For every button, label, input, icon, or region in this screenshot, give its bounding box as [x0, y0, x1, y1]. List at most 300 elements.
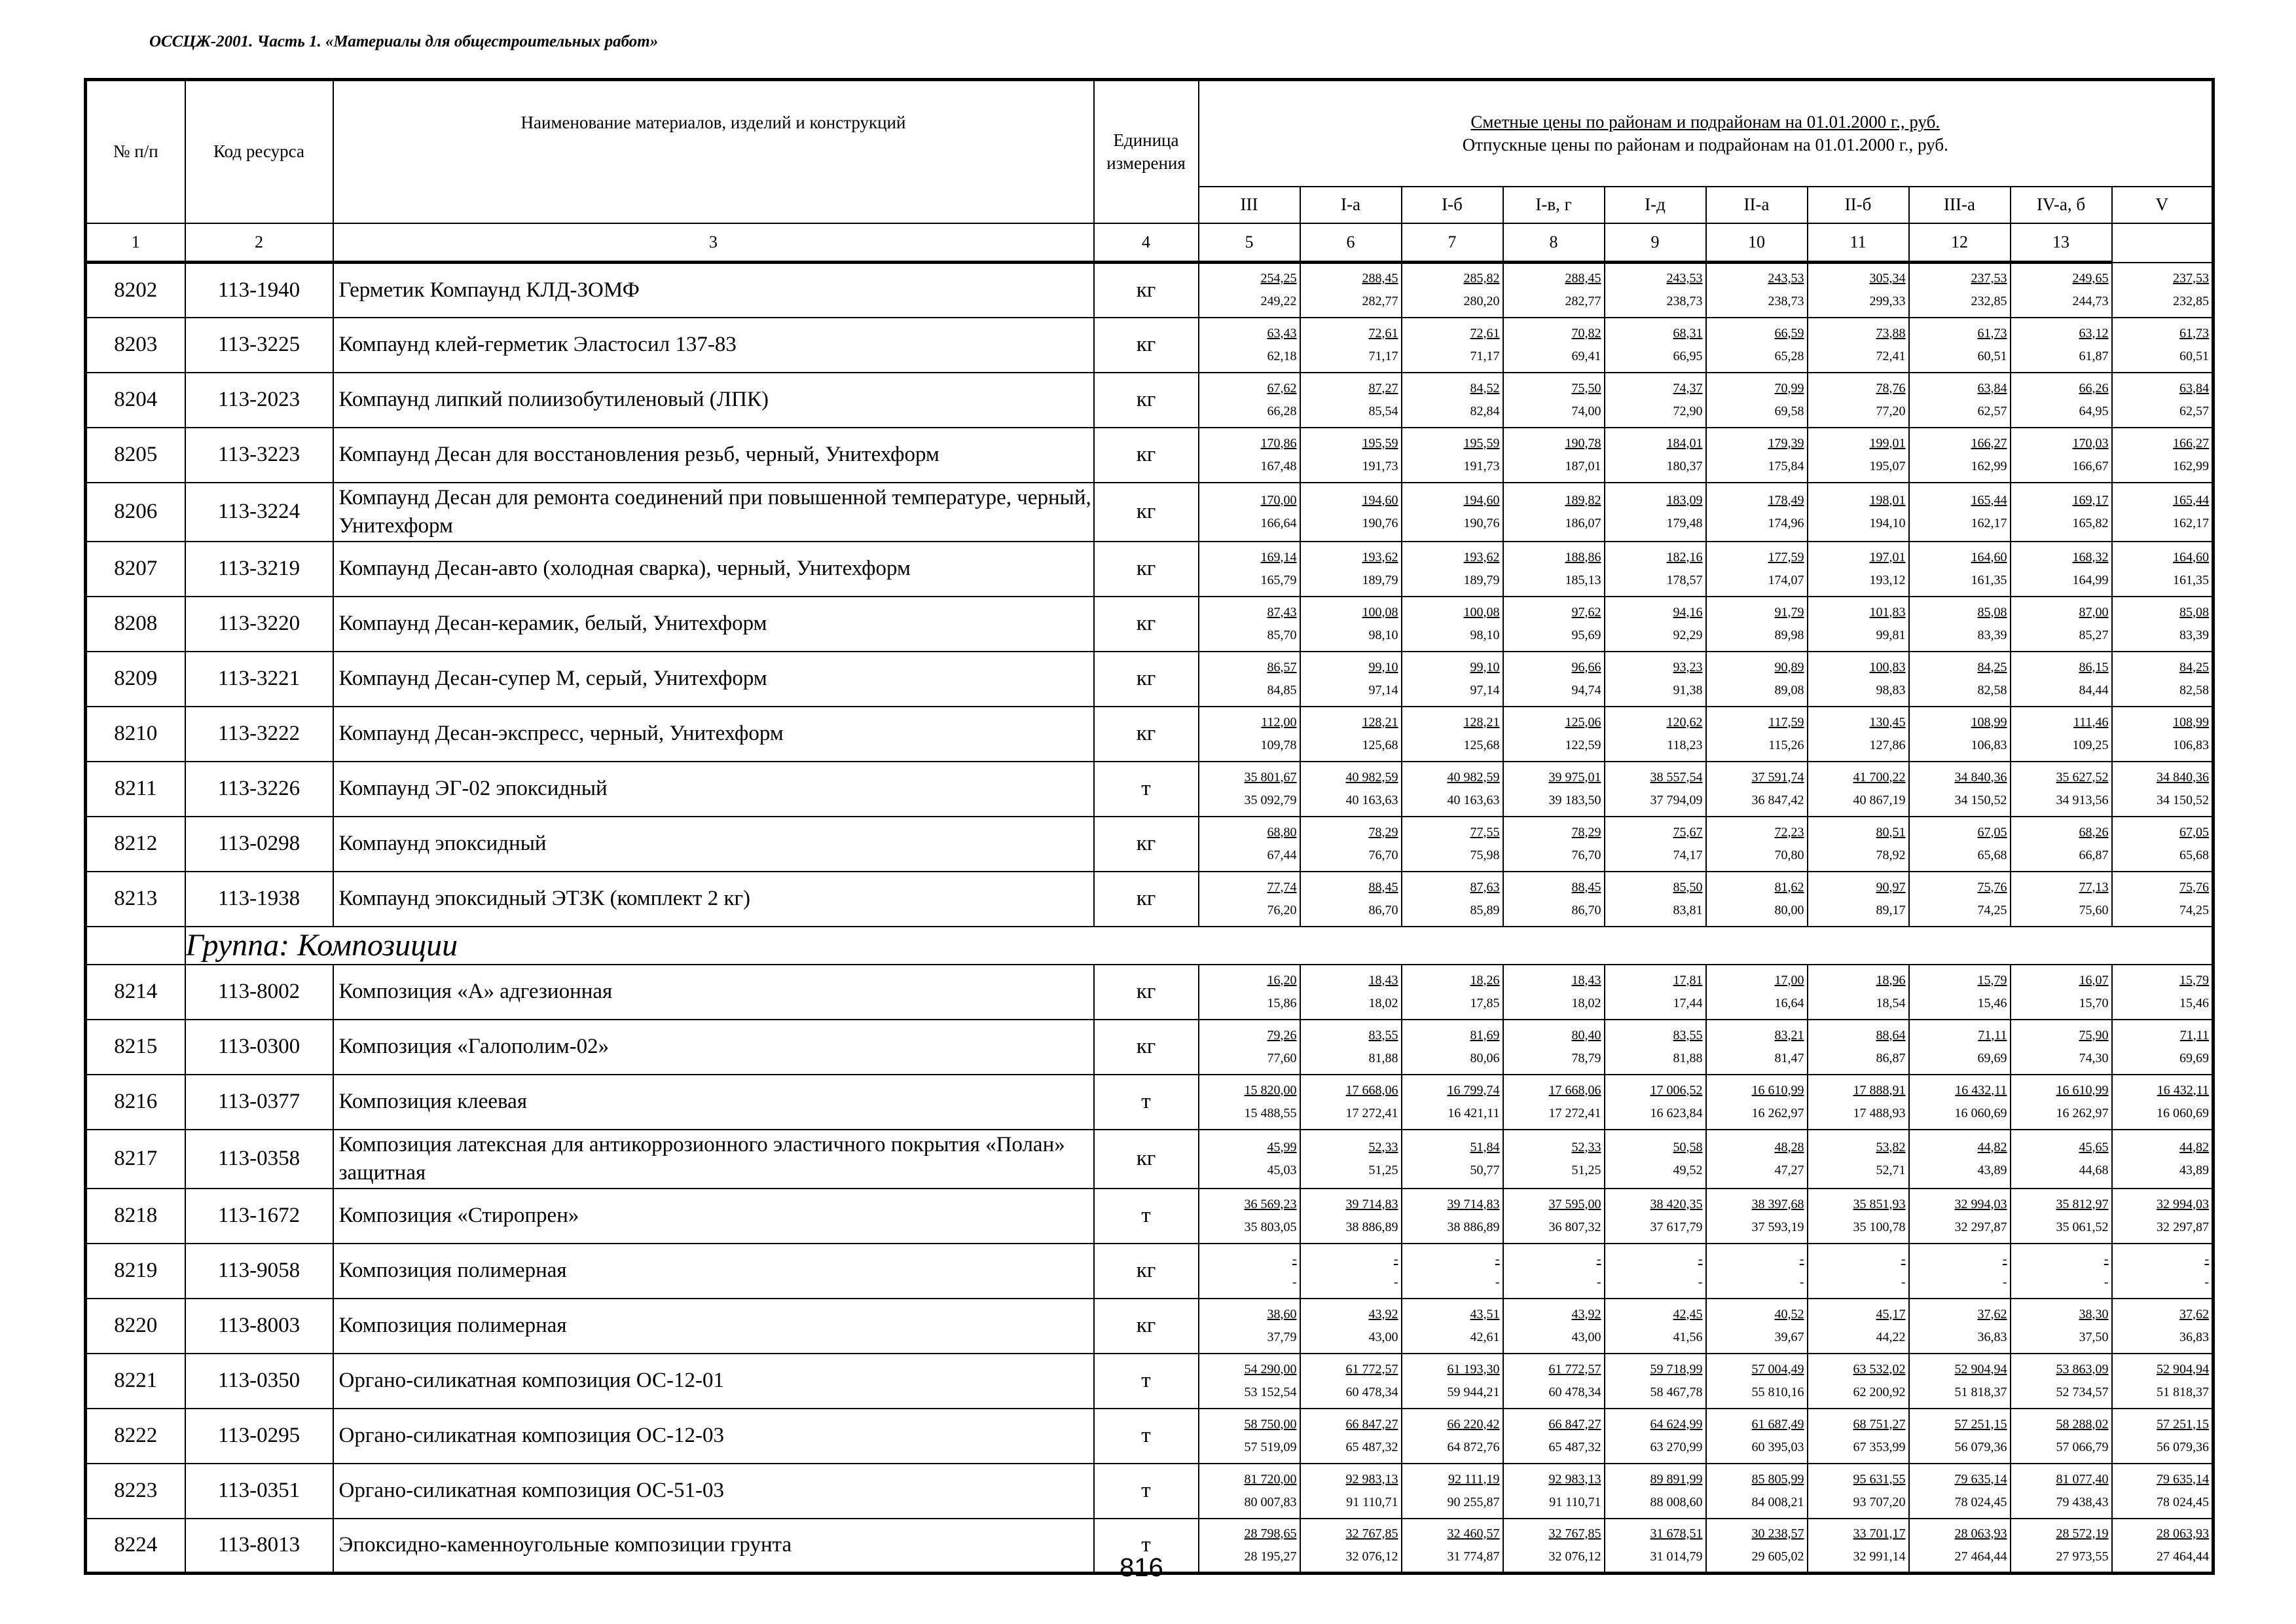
estimate-price: 194,60: [1362, 492, 1398, 507]
header-code: Код ресурса: [185, 80, 333, 224]
release-price: 85,54: [1368, 403, 1398, 418]
release-price: 82,84: [1470, 403, 1500, 418]
release-price: 67 353,99: [1853, 1439, 1906, 1454]
release-price: 60 395,03: [1751, 1439, 1804, 1454]
price-cell: [2112, 597, 2214, 652]
table-body-compounds: [86, 263, 2214, 927]
price-cell: [1706, 965, 1808, 1020]
release-price: 74,00: [1571, 403, 1601, 418]
release-price: 98,83: [1876, 682, 1906, 697]
price-cell: [1706, 1020, 1808, 1075]
column-number: 2: [185, 223, 333, 263]
resource-code: 113-8003: [185, 1299, 333, 1354]
header-num: № п/п: [86, 80, 185, 224]
estimate-price: 97,62: [1571, 604, 1601, 619]
release-price: 44,22: [1876, 1329, 1906, 1344]
estimate-price: 28 063,93: [1954, 1526, 2007, 1541]
table-row: [86, 597, 2214, 652]
release-price: 95,69: [1571, 627, 1601, 642]
estimate-price: 84,25: [2179, 659, 2210, 674]
release-price: -: [1292, 1274, 1297, 1289]
price-cell: [1706, 428, 1808, 483]
estimate-price: 42,45: [1673, 1306, 1703, 1321]
price-cell: [1402, 872, 1503, 927]
release-price: 16 421,11: [1448, 1105, 1500, 1120]
resource-code: 113-1938: [185, 872, 333, 927]
release-price: 190,76: [1362, 515, 1398, 530]
price-cell: [1402, 1075, 1503, 1130]
price-cell: [1706, 762, 1808, 817]
release-price: 81,88: [1673, 1050, 1703, 1065]
release-price: 34 150,52: [2157, 792, 2210, 807]
release-price: 65,68: [1977, 847, 2007, 862]
estimate-price: 177,59: [1768, 549, 1804, 564]
estimate-price: 37 595,00: [1548, 1196, 1601, 1211]
price-cell: [1503, 652, 1605, 707]
estimate-price: -: [2104, 1251, 2109, 1266]
price-cell: [1402, 373, 1503, 428]
price-cell: [1503, 965, 1605, 1020]
estimate-price: 87,43: [1267, 604, 1297, 619]
release-price: 61,87: [2079, 348, 2109, 363]
table-row: [86, 652, 2214, 707]
estimate-price: -: [1799, 1251, 1804, 1266]
release-price: -: [1596, 1274, 1601, 1289]
estimate-price: 75,67: [1673, 824, 1703, 840]
estimate-price: 18,43: [1368, 972, 1398, 987]
estimate-price: 51,84: [1470, 1139, 1500, 1154]
release-price: 16,64: [1774, 995, 1804, 1010]
price-cell: [1503, 1189, 1605, 1244]
estimate-price: 79,26: [1267, 1027, 1297, 1043]
release-price: 51,25: [1368, 1162, 1398, 1177]
row-number: 8214: [86, 965, 185, 1020]
price-cell: [1706, 872, 1808, 927]
estimate-price: 38 420,35: [1650, 1196, 1703, 1211]
price-cell: [1300, 1519, 1402, 1574]
estimate-price: 194,60: [1463, 492, 1500, 507]
header-name: Наименование материалов, изделий и конструкций: [333, 80, 1094, 224]
price-cell: [2112, 428, 2214, 483]
release-price: 238,73: [1768, 294, 1804, 309]
price-cell: [1808, 965, 1909, 1020]
price-cell: [1199, 597, 1300, 652]
estimate-price: 288,45: [1565, 271, 1601, 286]
estimate-price: 54 290,00: [1244, 1361, 1297, 1376]
estimate-price: 66 847,27: [1548, 1416, 1601, 1431]
estimate-price: 111,46: [2073, 714, 2109, 729]
material-name: Композиция латексная для антикоррозионного эластичного покрытия «Полан» защитная: [333, 1130, 1094, 1189]
price-cell: [1706, 483, 1808, 542]
estimate-price: 32 767,85: [1345, 1526, 1398, 1541]
estimate-price: 17,81: [1673, 972, 1703, 987]
release-price: 64 872,76: [1447, 1439, 1500, 1454]
price-cell: [2011, 652, 2112, 707]
release-price: 50,77: [1470, 1162, 1500, 1177]
price-cell: [1605, 817, 1706, 872]
price-cell: [1706, 817, 1808, 872]
release-price: 83,39: [1977, 627, 2007, 642]
estimate-price: 130,45: [1869, 714, 1906, 729]
estimate-price: 28 572,19: [2056, 1526, 2109, 1541]
estimate-price: 100,08: [1362, 604, 1398, 619]
release-price: 65 487,32: [1345, 1439, 1398, 1454]
price-cell: [1909, 1409, 2011, 1464]
row-number: 8223: [86, 1464, 185, 1519]
release-price: 75,98: [1470, 847, 1500, 862]
table-row: [86, 1299, 2214, 1354]
release-price: 186,07: [1565, 515, 1601, 530]
estimate-price: 52,33: [1368, 1139, 1398, 1154]
estimate-price: 63 532,02: [1853, 1361, 1906, 1376]
price-cell: [1909, 1299, 2011, 1354]
release-price: 70,80: [1774, 847, 1804, 862]
price-cell: [1808, 373, 1909, 428]
release-price: 125,68: [1362, 737, 1398, 752]
release-price: 17,44: [1673, 995, 1703, 1010]
release-price: 97,14: [1368, 682, 1398, 697]
price-cell: [2011, 1519, 2112, 1574]
column-number: 4: [1094, 223, 1199, 263]
price-cell: [1402, 1244, 1503, 1299]
estimate-price: 99,10: [1470, 659, 1500, 674]
estimate-price: 168,32: [2072, 549, 2109, 564]
row-number: 8219: [86, 1244, 185, 1299]
price-cell: [2011, 707, 2112, 762]
release-price: 66,87: [2079, 847, 2109, 862]
row-number: 8212: [86, 817, 185, 872]
table-row: [86, 1464, 2214, 1519]
estimate-price: 16,20: [1267, 972, 1297, 987]
estimate-price: -: [2204, 1251, 2210, 1266]
release-price: 38 886,89: [1447, 1219, 1500, 1234]
material-name: Композиция «Галополим-02»: [333, 1020, 1094, 1075]
material-name: Компаунд эпоксидный ЭТЗК (комплект 2 кг): [333, 872, 1094, 927]
release-price: 37,50: [2079, 1329, 2109, 1344]
estimate-price: 87,63: [1470, 879, 1500, 895]
estimate-price: 198,01: [1869, 492, 1906, 507]
release-price: 15,46: [1977, 995, 2007, 1010]
column-number: 10: [1706, 223, 1808, 263]
estimate-price: 95 631,55: [1853, 1471, 1906, 1486]
estimate-price: 61 772,57: [1345, 1361, 1398, 1376]
price-cell: [2011, 1075, 2112, 1130]
resource-code: 113-0351: [185, 1464, 333, 1519]
price-cell: [1402, 762, 1503, 817]
price-cell: [2011, 872, 2112, 927]
release-price: 72,41: [1876, 348, 1906, 363]
release-price: 167,48: [1260, 458, 1297, 473]
estimate-price: 182,16: [1666, 549, 1703, 564]
material-name: Компаунд ЭГ-02 эпоксидный: [333, 762, 1094, 817]
estimate-price: 37 591,74: [1751, 769, 1804, 784]
estimate-price: 73,88: [1876, 325, 1906, 341]
row-number: 8217: [86, 1130, 185, 1189]
estimate-price: 68 751,27: [1853, 1416, 1906, 1431]
column-number: 6: [1300, 223, 1402, 263]
release-price: 37 794,09: [1650, 792, 1703, 807]
price-cell: [1300, 652, 1402, 707]
price-cell: [1300, 428, 1402, 483]
estimate-price: 100,83: [1869, 659, 1906, 674]
price-cell: [1909, 1189, 2011, 1244]
release-price: 180,37: [1666, 458, 1703, 473]
unit-of-measure: кг: [1094, 652, 1199, 707]
release-price: 58 467,78: [1650, 1384, 1703, 1399]
estimate-price: 33 701,17: [1853, 1526, 1906, 1541]
estimate-price: 66,26: [2079, 380, 2109, 396]
release-price: 32 297,87: [1954, 1219, 2007, 1234]
table-row: [86, 762, 2214, 817]
column-number: 7: [1402, 223, 1503, 263]
estimate-price: 35 812,97: [2056, 1196, 2109, 1211]
price-cell: [1909, 652, 2011, 707]
table-body-compositions: [86, 965, 2214, 1574]
release-price: 69,69: [1977, 1050, 2007, 1065]
row-number: 8204: [86, 373, 185, 428]
release-price: 244,73: [2072, 294, 2109, 309]
price-cell: [2112, 1244, 2214, 1299]
price-cell: [1808, 1464, 1909, 1519]
estimate-price: 117,59: [1768, 714, 1804, 729]
release-price: 15,70: [2079, 995, 2109, 1010]
estimate-price: 92 983,13: [1548, 1471, 1601, 1486]
estimate-price: 31 678,51: [1650, 1526, 1703, 1541]
price-cell: [1808, 1020, 1909, 1075]
release-price: 38 886,89: [1345, 1219, 1398, 1234]
release-price: 62,57: [2179, 403, 2210, 418]
material-name: Компаунд Десан-керамик, белый, Унитехформ: [333, 597, 1094, 652]
estimate-price: 91,79: [1774, 604, 1804, 619]
price-cell: [2011, 1020, 2112, 1075]
estimate-price: 52 904,94: [2157, 1361, 2210, 1376]
estimate-price: 16 432,11: [1955, 1082, 2007, 1098]
price-cell: [1199, 1464, 1300, 1519]
estimate-price: 77,55: [1470, 824, 1500, 840]
column-number: 5: [1199, 223, 1300, 263]
release-price: 35 803,05: [1244, 1219, 1297, 1234]
material-name: Органо-силикатная композиция ОС-51-03: [333, 1464, 1094, 1519]
estimate-price: 243,53: [1666, 271, 1703, 286]
estimate-price: 195,59: [1362, 435, 1398, 451]
release-price: 40 867,19: [1853, 792, 1906, 807]
price-cell: [1300, 1244, 1402, 1299]
release-price: 109,25: [2072, 737, 2109, 752]
price-cell: [2011, 1130, 2112, 1189]
release-price: 35 100,78: [1853, 1219, 1906, 1234]
row-number: 8221: [86, 1354, 185, 1409]
price-cell: [1199, 1020, 1300, 1075]
price-cell: [1402, 707, 1503, 762]
release-price: 64,95: [2079, 403, 2109, 418]
unit-of-measure: кг: [1094, 483, 1199, 542]
price-cell: [1706, 318, 1808, 373]
estimate-price: 39 975,01: [1548, 769, 1601, 784]
estimate-price: 89 891,99: [1650, 1471, 1703, 1486]
estimate-price: 58 288,02: [2056, 1416, 2109, 1431]
release-price: 63 270,99: [1650, 1439, 1703, 1454]
estimate-price: 90,89: [1774, 659, 1804, 674]
estimate-price: 50,58: [1673, 1139, 1703, 1154]
price-cell: [1402, 1354, 1503, 1409]
release-price: 109,78: [1260, 737, 1297, 752]
price-cell: [1300, 1020, 1402, 1075]
price-cell: [2011, 1354, 2112, 1409]
release-price: 94,74: [1571, 682, 1601, 697]
price-cell: [1503, 762, 1605, 817]
release-price: 232,85: [1971, 294, 2007, 309]
estimate-price: 57 251,15: [1954, 1416, 2007, 1431]
price-cell: [1605, 597, 1706, 652]
release-price: 88 008,60: [1650, 1494, 1703, 1509]
estimate-price: 35 851,93: [1853, 1196, 1906, 1211]
price-cell: [2011, 373, 2112, 428]
estimate-price: 30 238,57: [1751, 1526, 1804, 1541]
price-cell: [1402, 597, 1503, 652]
price-cell: [2011, 428, 2112, 483]
resource-code: 113-3223: [185, 428, 333, 483]
release-price: 299,33: [1869, 294, 1906, 309]
price-cell: [1503, 1075, 1605, 1130]
price-cell: [1605, 1409, 1706, 1464]
material-name: Композиция «А» адгезионная: [333, 965, 1094, 1020]
header-prices: [1199, 80, 2214, 187]
table-row: [86, 1409, 2214, 1464]
estimate-price: 90,97: [1876, 879, 1906, 895]
estimate-price: 16,07: [2079, 972, 2109, 987]
price-table: [84, 78, 2215, 1575]
resource-code: 113-3221: [185, 652, 333, 707]
price-cell: [1605, 707, 1706, 762]
release-price: 185,13: [1565, 572, 1601, 587]
release-price: 15,46: [2179, 995, 2210, 1010]
price-cell: [2011, 263, 2112, 318]
estimate-price: 80,40: [1571, 1027, 1601, 1043]
price-cell: [1300, 707, 1402, 762]
estimate-price: 85,50: [1673, 879, 1703, 895]
release-price: 191,73: [1463, 458, 1500, 473]
estimate-price: 92 111,19: [1448, 1471, 1500, 1486]
estimate-price: 74,37: [1673, 380, 1703, 396]
resource-code: 113-2023: [185, 373, 333, 428]
price-cell: [1503, 707, 1605, 762]
table-row: [86, 1020, 2214, 1075]
release-price: 83,81: [1673, 902, 1703, 917]
price-cell: [1706, 373, 1808, 428]
resource-code: 113-1672: [185, 1189, 333, 1244]
price-cell: [1402, 1130, 1503, 1189]
price-cell: [1199, 707, 1300, 762]
header-unit: Единица измерения: [1094, 80, 1199, 224]
release-price: 178,57: [1666, 572, 1703, 587]
row-number: 8218: [86, 1189, 185, 1244]
release-price: 165,82: [2072, 515, 2109, 530]
estimate-price: 43,92: [1571, 1306, 1601, 1321]
region-header: II-б: [1808, 187, 1909, 223]
release-price: 84 008,21: [1751, 1494, 1804, 1509]
estimate-price: 81 720,00: [1244, 1471, 1297, 1486]
region-header: II-а: [1706, 187, 1808, 223]
release-price: 60,51: [1977, 348, 2007, 363]
unit-of-measure: кг: [1094, 597, 1199, 652]
release-price: 89,17: [1876, 902, 1906, 917]
release-price: 18,54: [1876, 995, 1906, 1010]
price-cell: [1503, 1409, 1605, 1464]
estimate-price: 66,59: [1774, 325, 1804, 341]
price-cell: [1706, 1519, 1808, 1574]
price-cell: [2112, 707, 2214, 762]
release-price: 32 076,12: [1345, 1549, 1398, 1564]
release-price: 74,25: [2179, 902, 2210, 917]
estimate-price: 17 006,52: [1650, 1082, 1703, 1098]
document-header: ОССЦЖ-2001. Часть 1. «Материалы для общестроительных работ»: [149, 33, 659, 50]
estimate-price: 183,09: [1666, 492, 1703, 507]
price-cell: [1503, 1519, 1605, 1574]
estimate-price: 81,69: [1470, 1027, 1500, 1043]
release-price: 189,79: [1362, 572, 1398, 587]
table-row: [86, 1244, 2214, 1299]
column-number: 3: [333, 223, 1094, 263]
estimate-price: 57 251,15: [2157, 1416, 2210, 1431]
release-price: 31 774,87: [1447, 1549, 1500, 1564]
price-cell: [2112, 373, 2214, 428]
release-price: 27 973,55: [2056, 1549, 2109, 1564]
price-cell: [1402, 1519, 1503, 1574]
price-cell: [1808, 597, 1909, 652]
table-row: [86, 483, 2214, 542]
release-price: 37,79: [1267, 1329, 1297, 1344]
estimate-price: 164,60: [1971, 549, 2007, 564]
price-cell: [1605, 1354, 1706, 1409]
estimate-price: 16 432,11: [2157, 1082, 2210, 1098]
estimate-price: 79 635,14: [1954, 1471, 2007, 1486]
estimate-price: -: [1292, 1251, 1297, 1266]
price-cell: [2112, 652, 2214, 707]
row-number: 8205: [86, 428, 185, 483]
material-name: Компаунд клей-герметик Эластосил 137-83: [333, 318, 1094, 373]
price-cell: [1605, 1075, 1706, 1130]
release-price: 92,29: [1673, 627, 1703, 642]
release-price: 125,68: [1463, 737, 1500, 752]
release-price: 174,96: [1768, 515, 1804, 530]
release-price: 62 200,92: [1853, 1384, 1906, 1399]
price-cell: [2011, 597, 2112, 652]
estimate-price: 32 767,85: [1548, 1526, 1601, 1541]
estimate-price: 67,05: [1977, 824, 2007, 840]
estimate-price: 58 750,00: [1244, 1416, 1297, 1431]
estimate-price: 16 799,74: [1447, 1082, 1500, 1098]
price-cell: [1402, 652, 1503, 707]
unit-of-measure: т: [1094, 1075, 1199, 1130]
release-price: 35 061,52: [2056, 1219, 2109, 1234]
price-cell: [1909, 597, 2011, 652]
price-cell: [1300, 1075, 1402, 1130]
estimate-price: -: [1495, 1251, 1500, 1266]
estimate-price: 18,96: [1876, 972, 1906, 987]
price-cell: [1402, 1189, 1503, 1244]
release-price: 40 163,63: [1345, 792, 1398, 807]
resource-code: 113-0300: [185, 1020, 333, 1075]
price-cell: [1706, 542, 1808, 597]
release-price: 29 605,02: [1751, 1549, 1804, 1564]
release-price: 35 092,79: [1244, 792, 1297, 807]
release-price: 187,01: [1565, 458, 1601, 473]
release-price: 40 163,63: [1447, 792, 1500, 807]
estimate-price: 165,44: [1971, 492, 2007, 507]
unit-of-measure: кг: [1094, 1299, 1199, 1354]
estimate-price: 66 220,42: [1447, 1416, 1500, 1431]
release-price: 189,79: [1463, 572, 1500, 587]
